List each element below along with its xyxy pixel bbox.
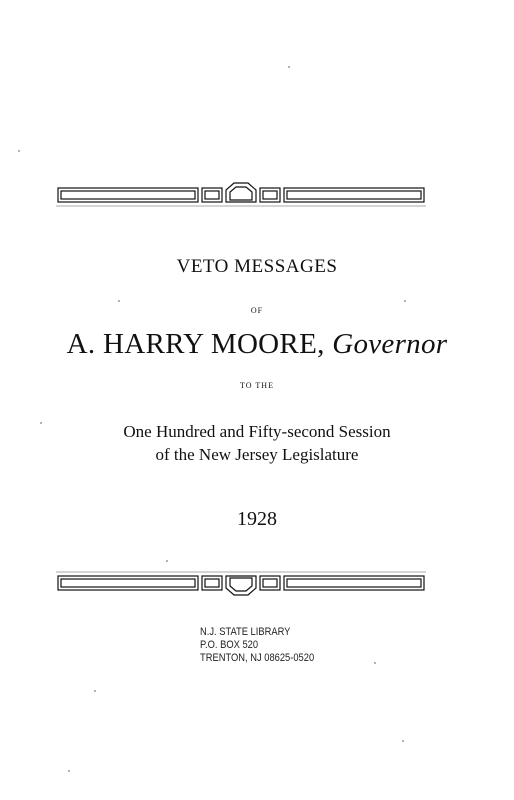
author-name: A. HARRY MOORE,: [66, 328, 325, 360]
publication-year: 1928: [237, 508, 277, 530]
scan-speck: [18, 150, 20, 152]
scan-speck: [374, 662, 376, 664]
scan-speck: [40, 422, 42, 424]
stamp-line-1: N.J. STATE LIBRARY: [200, 626, 291, 638]
top-ornament-rule: [56, 180, 426, 210]
stamp-line-3: TRENTON, NJ 08625-0520: [200, 652, 315, 664]
scan-speck: [166, 560, 168, 562]
ornament-border-icon: [56, 568, 426, 598]
scan-speck: [402, 740, 404, 742]
author-line: [0, 328, 514, 361]
session-line-1: One Hundred and Fifty-second Session: [123, 422, 391, 441]
session-line-2: of the New Jersey Legislature: [155, 445, 359, 464]
scan-speck: [118, 300, 120, 302]
to-the-label: TO THE: [240, 381, 274, 390]
of-label: OF: [250, 306, 264, 315]
stamp-line-2: P.O. BOX 520: [200, 639, 259, 651]
library-stamp: [200, 626, 314, 665]
ornament-border-icon: [56, 180, 426, 210]
bottom-ornament-rule: [56, 568, 426, 598]
author-role: Governor: [332, 328, 448, 360]
scan-speck: [404, 300, 406, 302]
scan-speck: [288, 66, 290, 68]
scan-speck: [68, 770, 70, 772]
document-title: VETO MESSAGES: [176, 256, 338, 277]
scan-speck: [94, 690, 96, 692]
